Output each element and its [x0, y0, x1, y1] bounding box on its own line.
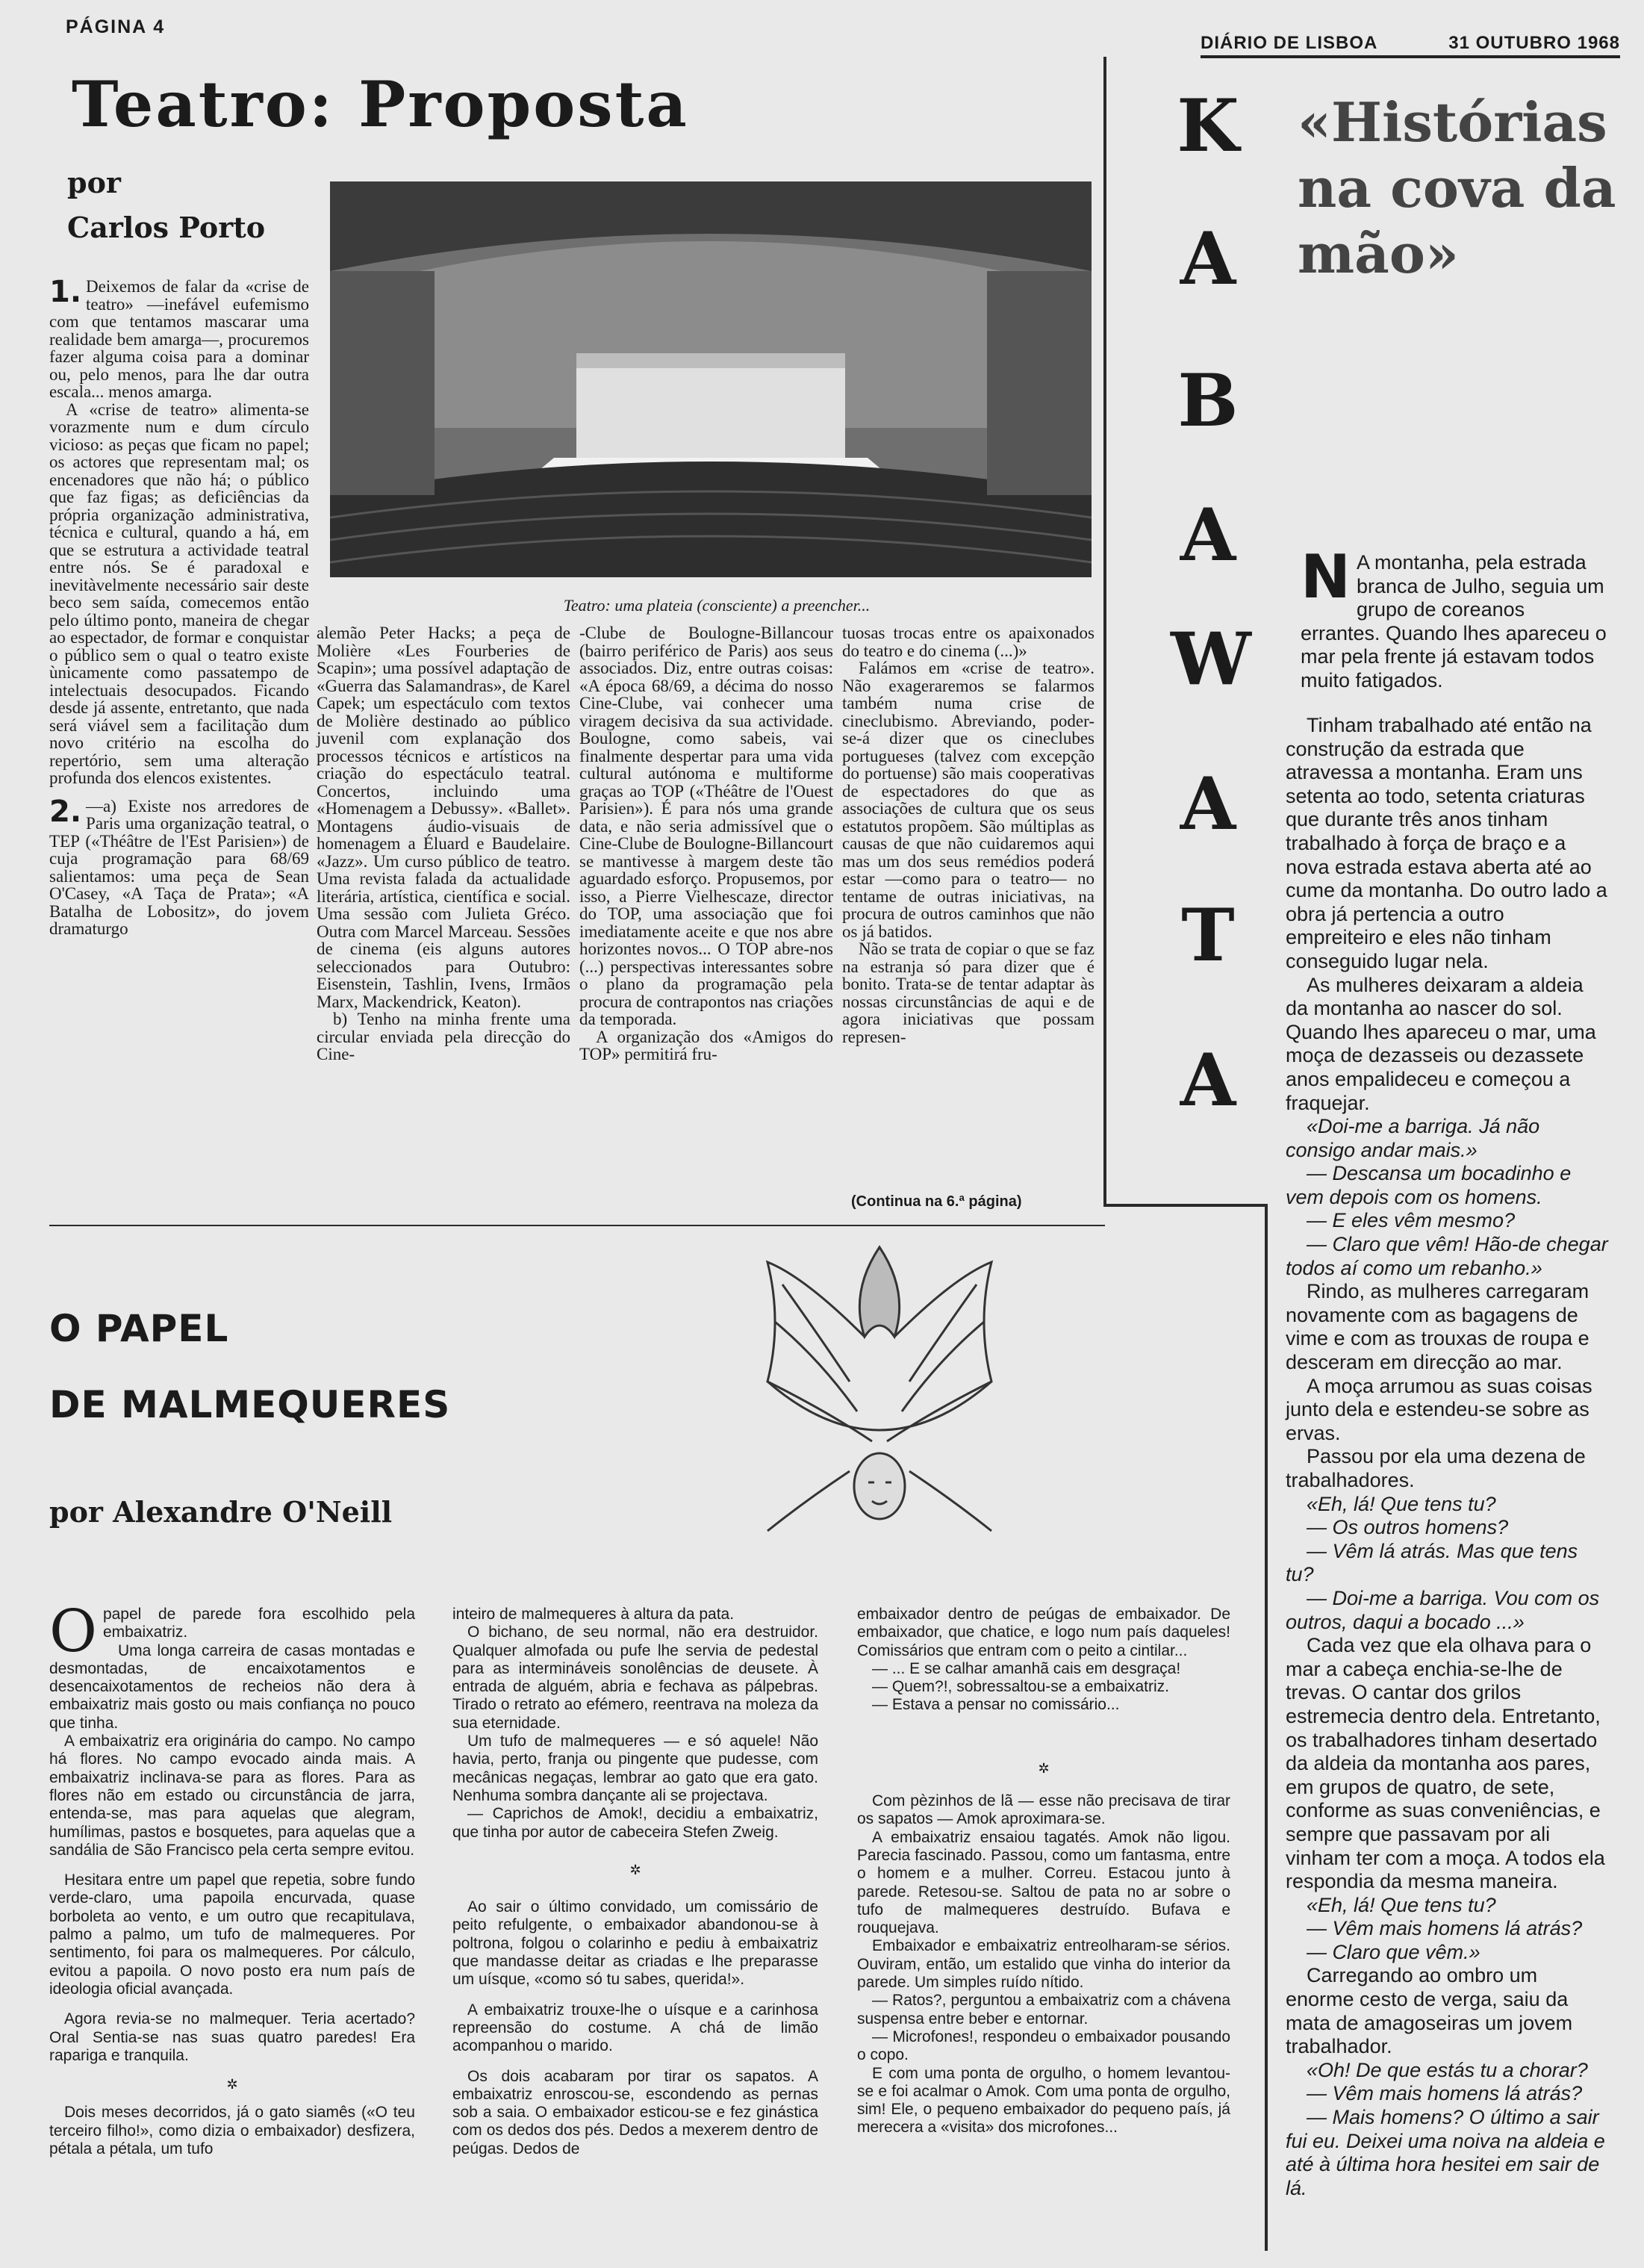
teatro-c2-p2: b) Tenho na minha frente uma circular enviada pela direcção do Cine-: [317, 1010, 570, 1063]
papel-column-3: [857, 1606, 1230, 2137]
papel-c1-p2: Uma longa carreira de casas montadas e desmontadas, de encaixotamentos e desencaixotamentos de recheios não dera à embaixatriz mais gosto ou mais confiança no pouco que tinha.: [49, 1641, 415, 1732]
masthead: [1201, 33, 1620, 58]
story-p9: Passou por ela uma dezena de trabalhadores.: [1286, 1445, 1586, 1491]
story-p10: «Eh, lá! Que tens tu?: [1307, 1492, 1496, 1515]
papel-c3-p2: — ... E se calhar amanhã cais em desgraça!: [872, 1659, 1181, 1677]
papel-c3-p3: — Quem?!, sobressaltou-se a embaixatriz.: [872, 1678, 1169, 1696]
separator-asterisk: ✲: [1038, 1760, 1050, 1776]
teatro-column-4: [842, 624, 1095, 1046]
teatro-c1-p2: A «crise de teatro» alimenta-se vorazmente num e dum círculo vicioso: as peças que ficam no papel; os actores que representam mal; os encenadores que não há; o público que faz figas; as deficiências da própria organização administrativa, técnica e cultural, quando a há, em que se estrutura a actividade teatral entre nós. Se é paradoxal e inevitàvelmente necessário sair deste beco sem saída, comecemos então pelo último ponto, maneira de chegar ao espectador, de formar e conquistar o público sem o qual o teatro existe ùnicamente como passatempo de intelectuais desocupados. Ficando desde já assente, entretanto, que nada será viável sem a facilitação dum novo critério na escolha do repertório, sem uma alteração profunda dos elencos existentes.: [49, 400, 309, 787]
story-p11: — Os outros homens?: [1307, 1516, 1509, 1539]
story-p0: N A montanha, pela estrada branca de Julho, seguia um grupo de coreanos errantes. Quando lhes apareceu o mar pela frente já estavam todos muito fatigados.: [1301, 542, 1607, 692]
winged-figure-icon: [738, 1232, 1021, 1568]
divider-horizontal-middle: [49, 1225, 1105, 1226]
papel-c1-p3: A embaixatriz era originária do campo. No campo há flores. No campo evocado ainda mais. A embaixatriz inclinava-se para as flores. Para as flores não em estado ou circunstância de jarra, entenda-se, mas para aquelas que alegram, humílimas, pastos e bosquetes, para aquelas que a sandália de São Francisco pela certa sempre evitou.: [49, 1733, 415, 1859]
papel-c2-p3: Um tufo de malmequeres — e só aquele! Não havia, perto, franja ou pingente que pudesse, com mecânicas negaças, lembrar ao gato que era gato. Nenhuma sombra dançante ali se projectava.: [452, 1733, 818, 1804]
story-p6: — Claro que vêm! Hão-de chegar todos aí como um rebanho.»: [1286, 1233, 1608, 1279]
kabawata-letter-5: W: [1171, 617, 1251, 701]
papel-c3-p9: — Microfones!, respondeu o embaixador pousando o copo.: [857, 2028, 1230, 2064]
papel-headline-2: DE MALMEQUERES: [49, 1383, 451, 1426]
papel-c1-p5: Agora revia-se no malmequer. Teria acertado? Oral Sentia-se nas suas quatro paredes! Era rapariga e tranquila.: [49, 2010, 415, 2064]
teatro-c3-p1: -Clube de Boulogne-Billancour (bairro periférico de Paris) aos seus associados. Diz, entre outras coisas: «A época 68/69, a décima do nosso Cine-Clube, vai conhecer uma viragem decisiva da sua actividade. Boulogne, como sabeis, vai finalmente despertar para uma vida cultural autónoma e multiforme graças ao TOP («Théâtre de l'Ouest Parisien»). É para nós uma grande data, e não seria admissível que o Cine-Clube de Boulogne-Billancourt se mantivesse à margem deste tão aguardado esforço. Propusemos, por isso, a Pierre Vielhescaze, director do TOP, uma associação que foi imediatamente aceite e que nos abre horizontes novos... O TOP abre-nos (...) perspectivas interessantes sobre o plano da programação pela procura de contrapontos nas criações da temporada.: [579, 624, 833, 1028]
issue-date: 31 OUTUBRO 1968: [1448, 33, 1620, 53]
kabawata-story: [1301, 542, 1608, 693]
papel-c1-p4: Hesitara entre um papel que repetia, sobre fundo verde-claro, uma papoila encurvada, quase borboleta ao vento, e um outro que recapitulava, palmo a palmo, um tufo de malmequeres. Por sentimento, foi para os malmequeres. Por cálculo, evitou a papoila. O novo posto era num país de ideologia oficial avançada.: [49, 1871, 415, 1998]
photo-caption: Teatro: uma plateia (consciente) a preencher...: [563, 596, 871, 615]
story-p2: As mulheres deixaram a aldeia da montanha ao nascer do sol. Quando lhes apareceu o mar, uma moça de dezasseis ou dezassete anos empalideceu e começou a fraquejar.: [1286, 973, 1596, 1114]
section-number-1: 1.: [49, 275, 82, 309]
story-p14: Cada vez que ela olhava para o mar a cabeça enchia-se-lhe de trevas. O cantar dos grilos estremecia dentro dela. Entretanto, os trabalhadores tinham desertado da aldeia da montanha aos pares, em grupos de quatro, de sete, conforme as suas conveniências, e sempre que passavam por ali vinham ter com a moça. A todos ela respondia da mesma maneira.: [1286, 1634, 1605, 1893]
story-p17: — Claro que vêm.»: [1307, 1940, 1480, 1963]
teatro-by: por: [67, 166, 121, 199]
kabawata-letter-2: A: [1180, 217, 1236, 301]
story-p12: — Vêm lá atrás. Mas que tens tu?: [1286, 1539, 1578, 1586]
story-p16: — Vêm mais homens lá atrás?: [1307, 1917, 1583, 1940]
teatro-c2-p1: alemão Peter Hacks; a peça de Molière «Les Fourberies de Scapin»; uma possível adaptação de «Guerra das Salamandras», de Karel Capek; um espectáculo com textos de Molière destinado ao público juvenil com explanação dos processos técnicos e artísticos na criação do espectáculo teatral. Concertos, incluindo uma «Homenagem a Debussy». «Ballet». Montagens áudio-visuais de homenagem a Éluard e Baudelaire. «Jazz». Um curso público de teatro. Uma revista falada da actualidade literária, artística, científica e social. Uma sessão com Julieta Gréco. Outra com Marcel Marceau. Sessões de cinema (eis alguns autores seleccionados para Outubro: Eisenstein, Tashlin, Ivens, Irmãos Marx, Mackendrick, Keaton).: [317, 624, 570, 1011]
kabawata-letter-7: T: [1181, 893, 1235, 978]
section-number-2: 2.: [49, 794, 82, 829]
divider-vertical-right: [1265, 1205, 1268, 2251]
story-p7: Rindo, as mulheres carregaram novamente com as bagagens de vime e com as trouxas de roupa e desceram em direcção ao mar.: [1286, 1280, 1589, 1374]
papel-c1-p1: Opapel de parede fora escolhido pela embaixatriz.: [49, 1598, 415, 1665]
papel-column-2: [452, 1606, 818, 2158]
kabawata-letter-6: A: [1180, 762, 1236, 846]
newspaper-name: DIÁRIO DE LISBOA: [1201, 33, 1378, 53]
papel-column-1: [49, 1598, 415, 2158]
story-p18: Carregando ao ombro um enorme cesto de verga, saiu da mata de amagoseiras um jovem trabalhador.: [1286, 1964, 1573, 2058]
papel-c2-p6: A embaixatriz trouxe-lhe o uísque e a carinhosa repreensão do costume. A chá de limão acompanhou o marido.: [452, 2001, 818, 2055]
papel-c2-p7: Os dois acabaram por tirar os sapatos. A embaixatriz enroscou-se, escondendo as pernas sob a saia. O embaixador esticou-se e fez ginástica com os dedos dos pés. Dedos a mexerem dentro de peúgas. Dedos de: [452, 2067, 818, 2157]
papel-headline-1: O PAPEL: [49, 1307, 229, 1350]
continua-note: (Continua na 6.ª página): [851, 1193, 1022, 1210]
kabawata-letter-4: A: [1180, 493, 1236, 577]
teatro-c4-p2: Falámos em «crise de teatro». Não exageraremos se falarmos também numa crise de cineclubismo. Abreviando, poder-se-á dizer que os cineclubes portugueses (talvez com excepção do portuense) são mais cooperativas de espectadores do que as associações de cultura que os seus estatutos propõem. São múltiplas as causas de que não cuidaremos aqui mas um dos seus remédios poderá estar —como para o teatro— no tentame de outras iniciativas, na procura de outros caminhos que não os já batidos.: [842, 659, 1095, 941]
story-p21: — Mais homens? O último a sair fui eu. Deixei uma noiva na aldeia e até à última hora hesitei em sair de lá.: [1286, 2106, 1605, 2199]
separator-asterisk: ✲: [629, 1862, 641, 1877]
teatro-c1-p3: 2. —a) Existe nos arredores de Paris uma organização teatral, o TEP («Théâtre de l'Est Parisien») de cuja programação para 68/69 salientamos: uma peça de Sean O'Casey, «A Taça de Prata»; «A Batalha de Lobositz», do jovem dramaturgo: [49, 794, 309, 938]
papel-c2-p5: Ao sair o último convidado, um comissário de peito refulgente, o embaixador abandonou-se à poltrona, folgou o colarinho e pediu à embaixatriz que mandasse deitar as criadas e lhe preparasse um uísque, «como só tu sabes, querida!».: [452, 1898, 818, 1989]
separator-asterisk: ✲: [226, 2077, 238, 2093]
historias-headline: «Histórias na cova da mão»: [1298, 90, 1616, 285]
story-p1: Tinham trabalhado até então na construção da estrada que atravessa a montanha. Eram uns setenta ao todo, setenta criaturas que durante três anos tinham trabalhado à força de braço e a nova estrada estava aberta até ao cume da montanha. Do outro lado a obra já pertencia a outro empreiteiro e eles não tinham conseguido lugar nela.: [1286, 714, 1607, 972]
teatro-c4-p1: tuosas trocas entre os apaixonados do teatro e do cinema (...)»: [842, 624, 1095, 660]
teatro-author: Carlos Porto: [67, 211, 266, 244]
papel-c3-p7: Embaixador e embaixatriz entreolharam-se sérios. Ouviram, então, um estalido que vinha do interior da parede. Um simples ruído nítido.: [857, 1937, 1230, 1992]
story-p13: — Doi-me a barriga. Vou com os outros, daqui a bocado ...»: [1286, 1586, 1600, 1633]
teatro-c1-p1: 1. Deixemos de falar da «crise de teatro» —inefável eufemismo com que tentamos mascarar uma realidade bem amarga—, procuremos fazer alguma coisa para a dominar ou, pelo menos, para lhe dar outra escala... menos amarga.: [49, 275, 309, 401]
teatro-c3-p2: A organização dos «Amigos do TOP» permitirá fru-: [579, 1027, 833, 1063]
story-p19: «Oh! De que estás tu a chorar?: [1307, 2058, 1588, 2081]
papel-c3-p5: Com pèzinhos de lã — esse não precisava de tirar os sapatos — Amok aproximara-se.: [857, 1792, 1230, 1828]
kabawata-letter-8: A: [1180, 1038, 1236, 1122]
story-p5: — E eles vêm mesmo?: [1307, 1209, 1516, 1232]
teatro-column-2: [317, 624, 570, 1063]
papel-c3-p1: embaixador dentro de peúgas de embaixador. De embaixador, que chatice, e logo num país daqueles! Comissários que entram com o peito a cintilar...: [857, 1606, 1230, 1659]
papel-c2-p4: — Caprichos de Amok!, decidiu a embaixatriz, que tinha por autor de cabeceira Stefen Zweig.: [452, 1805, 818, 1841]
drop-cap-n: N: [1301, 542, 1351, 612]
story-p8: A moça arrumou as suas coisas junto dela e estendeu-se sobre as ervas.: [1286, 1374, 1592, 1444]
papel-c3-p8: — Ratos?, perguntou a embaixatriz com a chávena suspensa entre beber e entornar.: [857, 1992, 1230, 2028]
papel-byline: por Alexandre O'Neill: [49, 1495, 393, 1529]
papel-c3-p10: E com uma ponta de orgulho, o homem levantou-se e foi acalmar o Amok. Com uma ponta de orgulho, sim! Ele, o pequeno embaixador do pequeno país, já merecera a «visita» dos microfones...: [857, 2064, 1230, 2137]
kabawata-story-cont: [1286, 714, 1608, 2200]
kabawata-letter-1: K: [1177, 84, 1239, 168]
divider-horizontal-kabawata: [1103, 1204, 1268, 1207]
kabawata-letter-3: B: [1177, 358, 1239, 443]
papel-c2-p1: inteiro de malmequeres à altura da pata.: [452, 1606, 735, 1623]
drop-cap-o: O: [49, 1598, 97, 1665]
story-p4: — Descansa um bocadinho e vem depois com os homens.: [1286, 1162, 1572, 1208]
teatro-column-1: [49, 275, 309, 938]
divider-vertical-kabawata: [1103, 57, 1106, 1207]
teatro-c4-p3: Não se trata de copiar o que se faz na estranja só para dizer que é bonito. Trata-se de tentar adaptar às nossas circunstâncias de aqui e de agora iniciativas que possam represen-: [842, 939, 1095, 1046]
story-p20: — Vêm mais homens lá atrás?: [1307, 2082, 1583, 2105]
story-p3: «Doi-me a barriga. Já não consigo andar mais.»: [1286, 1115, 1540, 1161]
teatro-headline: Teatro: Proposta: [72, 67, 689, 141]
teatro-column-3: [579, 624, 833, 1063]
papel-c1-p6: Dois meses decorridos, já o gato siamês («O teu terceiro filho!», como dizia o embaixador) desfizera, pétala a pétala, um tufo: [49, 2104, 415, 2158]
angel-illustration: [738, 1232, 1021, 1568]
theatre-auditorium-illustration: [330, 181, 1092, 577]
papel-c3-p6: A embaixatriz ensaiou tagatés. Amok não ligou. Parecia fascinado. Passou, como um fantasma, entre o homem e a mulher. Correu. Estacou junto à parede. Retesou-se. Saltou de pata no ar sobre o tufo de malmequeres destruído. Bufava e rouquejava.: [857, 1828, 1230, 1937]
page-number: PÁGINA 4: [66, 16, 166, 37]
theatre-photo: [330, 181, 1092, 577]
papel-c2-p2: O bichano, de seu normal, não era destruidor. Qualquer almofada ou pufe lhe servia de pedestal para as intermináveis sonolências de deusete. À entrada de alguém, abria e fechava as pálpebras. Tirado o retrato ao efémero, reentrava na moleza da sua eternidade.: [452, 1624, 818, 1732]
papel-c3-p4: — Estava a pensar no comissário...: [872, 1696, 1120, 1714]
story-p15: «Eh, lá! Que tens tu?: [1307, 1893, 1496, 1916]
